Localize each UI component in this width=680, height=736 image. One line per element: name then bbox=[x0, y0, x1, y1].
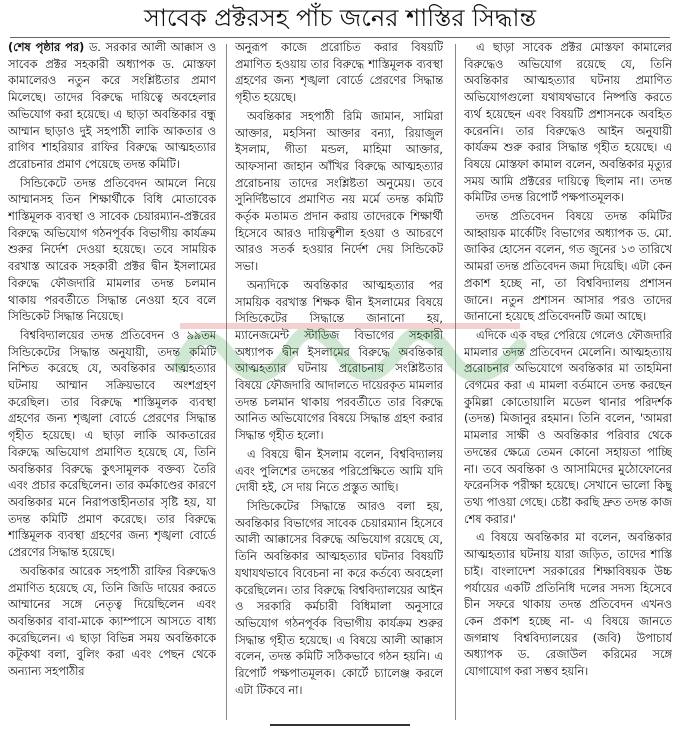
paragraph: এদিকে এক বছর পেরিয়ে গেলেও ফৌজদারি মামলার তদন্ত প্রতিবেদন মেলেনি। আত্মহত্যায় প্ররোচনার অভিযোগে অবন্তিকার মা তাহমিনা বেগমের করা এ মামলা বর্তমানে তদন্ত করছেন কুমিল্লা কোতোয়ালি মডেল থানার পরিদর্শক (তদন্ত) মিজানুর রহমান। তিনি বলেন, 'আমরা মামলার সাক্ষী ও অবন্তিকার পরিবার থেকে তদন্তের ক্ষেত্রে তেমন কোনো সহায়তা পাচ্ছি না। তবে অবন্তিকা ও আসামিদের মুঠোফোনের ফরেনসিক পরীক্ষা হয়েছে। সেখানে ভালো কিছু তথ্য পাওয়া গেছে। চেষ্টা করছি দ্রুত তদন্ত কাজ শেষ করার।' bbox=[464, 328, 672, 526]
paragraph: সিন্ডিকেটের সিদ্ধান্তে আরও বলা হয়, অবন্তিকার বিভাগের সাবেক চেয়ারম্যান হিসেবে আলী আক্কাসের বিরুদ্ধে অভিযোগ রয়েছে যে, তিনি অবন্তিকার আত্মহত্যার ঘটনার বিষয়টি যথাযথভাবে বিবেচনা না করে কর্তব্যে অবহেলা করেছিলেন। তার বিরুদ্ধে বিশ্ববিদ্যালয়ের আইন ও সরকারি কর্মচারী বিধিমালা অনুসারে অভিযোগ গঠনপূর্বক বিভাগীয় কার্যক্রম শুরুর সিদ্ধান্ত গৃহীত হয়েছে। এ বিষয়ে আলী আক্কাস বলেন, তদন্ত কমিটি সঠিকভাবে গঠন হয়নি। এ রিপোর্ট পক্ষপাতমূলক। কোর্টে চ্যালেঞ্জ করলে এটা টিকবে না। bbox=[235, 499, 443, 697]
paragraph: এ বিষয়ে দ্বীন ইসলাম বলেন, বিশ্ববিদ্যালয় এবং পুলিশের তদন্তের পরিপ্রেক্ষিতে আমি যদি দোষী হই, সে দায় নিতে প্রস্তুত আছি। bbox=[235, 447, 443, 495]
paragraph: অন্যদিকে অবন্তিকার আত্মহত্যার পর সাময়িক বরখাস্ত শিক্ষক দ্বীন ইসলামের বিষয়ে সিন্ডিকেটের সিদ্ধান্তে জানানো হয়, ম্যানেজমেন্ট স্টাডিজ বিভাগের সহকারী অধ্যাপক দ্বীন ইসলামের বিরুদ্ধে অবন্তিকার আত্মহত্যার ঘটনায় প্ররোচনায় সংশ্লিষ্টতার বিষয়ে ফৌজদারি আদালতে দায়েরকৃত মামলার তদন্ত চলমান থাকায় পরবর্তীতে তার বিরুদ্ধে আনিত অভিযোগের বিষয়ে সিদ্ধান্ত গ্রহণ করার সিদ্ধান্ত গৃহীত হলো। bbox=[235, 278, 443, 443]
paragraph-text: ড. সরকার আলী আক্কাস ও সাবেক প্রক্টর সহকারী অধ্যাপক ড. মোস্তফা কামালেরও নতুন করে সংশ্লিষ্টতার প্রমাণ মিলেছে। তাদের বিরুদ্ধে দায়িত্বে অবহেলার অভিযোগ করা হয়েছে। এ ছাড়া অবন্তিকার বন্ধু আম্মান ছাড়াও দুই সহপাঠী লাকি আকতার ও রাগিব শাহরিয়ার রাফির বিরুদ্ধে আত্মহত্যার প্ররোচনার প্রমাণ পেয়েছে তদন্ত কমিটি। bbox=[8, 41, 216, 171]
column-1 bbox=[8, 40, 216, 724]
column-3 bbox=[464, 40, 672, 724]
paragraph: বিশ্ববিদ্যালয়ের তদন্ত প্রতিবেদন ও ৯৯তম সিন্ডিকেটের সিদ্ধান্ত অনুযায়ী, তদন্ত কমিটি নিশ্চিত করেছে যে, অবন্তিকার আত্মহত্যার ঘটনায় আম্মান সক্রিয়ভাবে অংশগ্রহণ করেছিল। তার বিরুদ্ধে শাস্তিমূলক ব্যবস্থা গ্রহণের জন্য শৃঙ্খলা বোর্ডে প্রেরণের সিদ্ধান্ত গৃহীত হয়েছে। এ ছাড়া লাকি আকতারের বিরুদ্ধে অভিযোগ প্রমাণিত হয়েছে যে, তিনি অবন্তিকার বিরুদ্ধে কুৎসামূলক বক্তব্য তৈরি এবং প্রচার করেছিলেন। তার কর্মকাণ্ডের কারণে অবন্তিকার মনে নিরাপত্তাহীনতার সৃষ্টি হয়, যা তদন্ত কমিটি প্রমাণ করেছে। তার বিরুদ্ধে শাস্তিমূলক ব্যবস্থা গ্রহণের জন্য শৃঙ্খলা বোর্ডে প্রেরণের সিদ্ধান্ত হয়েছে। bbox=[8, 328, 216, 560]
headline: সাবেক প্রক্টরসহ পাঁচ জনের শাস্তির সিদ্ধান্ত bbox=[144, 4, 536, 32]
paragraph: এ বিষয়ে অবন্তিকার মা বলেন, অবন্তিকার আত্মহত্যার ঘটনায় যারা জড়িত, তাদের শাস্তি চাই। বাংলাদেশ সরকারের শিক্ষাবিষয়ক উচ্চ পর্যায়ের একটি প্রতিনিধি দলের সদস্য হিসেবে চীন সফরে থাকায় তদন্ত প্রতিবেদন এখনও কেন প্রকাশ হচ্ছে না- এ বিষয়ে জানতে জগন্নাথ বিশ্ববিদ্যালয়ের (জবি) উপাচার্য অধ্যাপক ড. রেজাউল করিমের সঙ্গে যোগাযোগ করা সম্ভব হয়নি। bbox=[464, 531, 672, 679]
paragraph: অবন্তিকার সহপাঠী রিমি জামান, সামিরা আক্তার, মহসিনা আক্তার বন্যা, রিয়াজুল ইসলাম, গীতা মন্ডল, মাহিমা আক্তার, আফসানা জাহান আঁখির বিরুদ্ধে আত্মহত্যার প্ররোচনায় তাদের সংশ্লিষ্টতা অনুমেয়। তবে সুনির্দিষ্টভাবে প্রমাণিত নয় মর্মে তদন্ত কমিটি কর্তৃক মতামত প্রদান করায় তাদেরকে শিক্ষার্থী হিসেবে আরও দায়িত্বশীল হওয়া ও আচরণে আরও সতর্ক হওয়ার নির্দেশ দেয় সিন্ডিকেট সভা। bbox=[235, 109, 443, 274]
paragraph: অনুরূপ কাজে প্ররোচিত করার বিষয়টি প্রমাণিত হওয়ায় তার বিরুদ্ধে শাস্তিমূলক ব্যবস্থা গ্রহণের জন্য শৃঙ্খলা বোর্ডে প্রেরণের সিদ্ধান্ত গৃহীত হয়েছে। bbox=[235, 41, 443, 105]
paragraph: সিন্ডিকেটে তদন্ত প্রতিবেদন আমলে নিয়ে আম্মানসহ তিন শিক্ষার্থীকে বিধি মোতাবেক শাস্তিমূলক ব্যবস্থা ও সাবেক চেয়ারম্যান-প্রক্টরের বিরুদ্ধে অভিযোগ গঠনপূর্বক বিভাগীয় কার্যক্রম শুরুর নির্দেশ দেওয়া হয়েছে। তবে সাময়িক বরখাস্ত আরেক সহকারী প্রক্টর দ্বীন ইসলামের বিরুদ্ধে ফৌজদারি মামলার তদন্ত চলমান থাকায় পরবর্তীতে সিদ্ধান্ত নেওয়া হবে বলে সিন্ডিকেট সিদ্ধান্ত নিয়েছে। bbox=[8, 176, 216, 324]
paragraph: তদন্ত প্রতিবেদন বিষয়ে তদন্ত কমিটির আহ্বায়ক মার্কেটিং বিভাগের অধ্যাপক ড. মো. জাকির হোসেন বলেন, গত জুনের ১৩ তারিখে আমরা তদন্ত প্রতিবেদন জমা দিয়েছি। এটা কেন প্রকাশ হচ্ছে না, তা বিশ্ববিদ্যালয় প্রশাসন জানে। নতুন প্রশাসন আসার পরও তাদের জানানো হয়েছে প্রতিবেদনটি জমা আছে। bbox=[464, 210, 672, 324]
continued-tag: (শেষ পৃষ্ঠার পর) bbox=[8, 41, 85, 54]
column-2 bbox=[235, 40, 443, 724]
article-body bbox=[8, 40, 672, 724]
paragraph: অবন্তিকার আরেক সহপাঠী রাফির বিরুদ্ধেও প্রমাণিত হয়েছে যে, তিনি জিডি দায়ের করতে আম্মানের সঙ্গে নেতৃত্ব দিয়েছিলেন এবং অবন্তিকার বাবা-মাকে ক্যাম্পাসে আসতে বাধ্য করেছিলেন। এ ছাড়া বিভিন্ন সময় অবন্তিকাকে কটূকথা বলা, বুলিং করা এবং পেছন থেকে অন্যান্য সহপাঠীর bbox=[8, 564, 216, 679]
paragraph bbox=[8, 40, 216, 174]
footer-edge bbox=[270, 724, 410, 736]
headline-rule bbox=[10, 37, 670, 38]
paragraph: এ ছাড়া সাবেক প্রক্টর মোস্তফা কামালের বিরুদ্ধেও অভিযোগ রয়েছে যে, তিনি অবন্তিকার আত্মহত্যার ঘটনায় প্রমাণিত অভিযোগগুলো যথাযথভাবে নিষ্পত্তি করতে ব্যর্থ হয়েছেন এবং বিষয়টি প্রশাসনকে অবহিত করেননি। তার বিরুদ্ধেও আইন অনুযায়ী কার্যক্রম শুরু করার সিদ্ধান্ত গৃহীত হয়েছে। এ বিষয়ে মোস্তফা কামাল বলেন, অবন্তিকার মৃত্যুর সময় আমি প্রক্টরের দায়িত্বে ছিলাম না। তদন্ত কমিটির তদন্ত রিপোর্ট পক্ষপাতমূলক। bbox=[464, 41, 672, 205]
